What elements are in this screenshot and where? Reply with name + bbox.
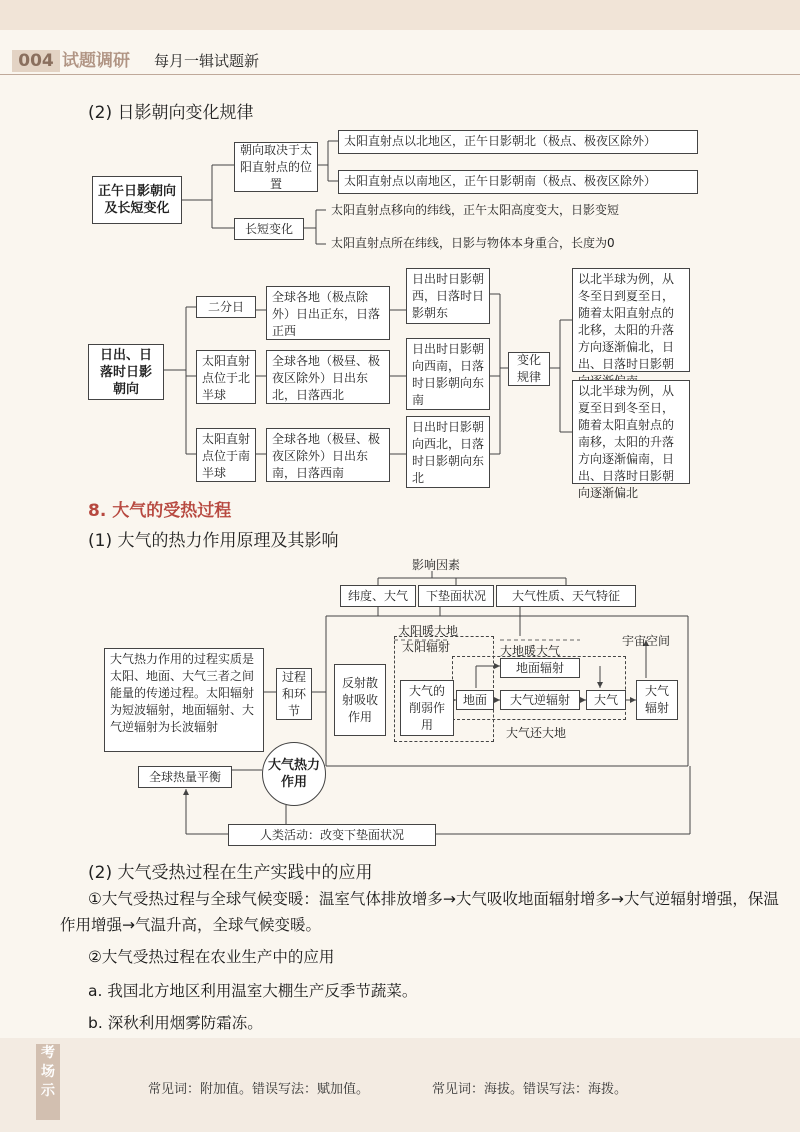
ground-radiation-box: 地面辐射: [500, 658, 580, 678]
ground-warms-label: 大地暖大气: [500, 644, 561, 658]
noon-north-box: 太阳直射点以北地区，正午日影朝北（极点、极夜区除外）: [338, 130, 698, 154]
slogan: 每月一辑试题新: [154, 52, 260, 70]
side-label-text: 考场示: [41, 1045, 55, 1099]
shadow-south-box: 日出时日影朝向西北，日落时日影朝向东北: [406, 416, 490, 488]
paragraph-3: a. 我国北方地区利用温室大棚生产反季节蔬菜。: [88, 982, 418, 1000]
returns-label: 大气还大地: [506, 726, 567, 740]
side-label: [36, 1044, 60, 1120]
factor-surface-box: 下垫面状况: [418, 585, 494, 607]
noon-direction-box: 朝向取决于太阳直射点的位置: [234, 142, 318, 192]
process-box: 过程和环节: [276, 668, 312, 720]
shadow-equinox-box: 日出时日影朝西，日落时日影朝东: [406, 268, 490, 324]
rule-summer-winter-box: 以北半球为例，从夏至日到冬至日，随着太阳直射点的南移，太阳的升落方向逐渐偏南，日出、日落时日影朝向逐渐偏北: [572, 380, 690, 484]
solar-radiation-label: 太阳辐射: [402, 640, 451, 654]
paragraph-2: ②大气受热过程在农业生产中的应用: [88, 948, 335, 966]
sun-warms-label: 太阳暖大地: [398, 624, 459, 638]
section8-sub1: (1) 大气的热力作用原理及其影响: [88, 531, 339, 551]
factor-latitude-box: 纬度、大气: [340, 585, 416, 607]
paragraph-4: b. 深秋利用烟雾防霜冻。: [88, 1014, 263, 1032]
section8-title: 8. 大气的受热过程: [88, 501, 232, 521]
space-label: 宇宙空间: [622, 634, 671, 648]
footnote-1: 常见词：附加值。错误写法：赋加值。: [148, 1082, 370, 1097]
noon-shorten-text: 太阳直射点移向的纬线，正午太阳高度变大，日影变短: [331, 203, 620, 217]
center-circle: 大气热力作用: [262, 742, 326, 806]
paragraph-1: ①大气受热过程与全球气候变暖：温室气体排放增多→大气吸收地面辐射增多→大气逆辐射增强，保温作用增强→气温升高，全球气候变暖。: [60, 890, 779, 934]
essence-box: 大气热力作用的过程实质是太阳、地面、大气三者之间能量的传递过程。太阳辐射为短波辐射，地面辐射、大气逆辐射为长波辐射: [104, 648, 264, 752]
part2-heading: (2) 日影朝向变化规律: [88, 103, 254, 123]
case-equinox-box: 二分日: [196, 296, 256, 318]
atmosphere-box: 大气: [586, 690, 626, 710]
shadow-north-box: 日出时日影朝向西南，日落时日影朝向东南: [406, 338, 490, 410]
factors-label: 影响因素: [412, 558, 461, 572]
factor-weather-box: 大气性质、天气特征: [496, 585, 636, 607]
footer-band: [0, 1038, 800, 1132]
rule-box: 变化规律: [508, 352, 550, 386]
noon-zero-text: 太阳直射点所在纬线，日影与物体本身重合，长度为0: [331, 236, 615, 250]
noon-south-box: 太阳直射点以南地区，正午日影朝南（极点、极夜区除外）: [338, 170, 698, 194]
ground-box: 地面: [456, 690, 494, 710]
case-south-box: 太阳直射点位于南半球: [196, 428, 256, 482]
noon-root-box: 正午日影朝向及长短变化: [92, 176, 182, 224]
rule-winter-summer-box: 以北半球为例，从冬至日到夏至日，随着太阳直射点的北移，太阳的升落方向逐渐偏北，日出、日落时日影朝: [572, 268, 690, 372]
desc-equinox-box: 全球各地（极点除外）日出正东，日落正西: [266, 286, 390, 340]
desc-south-box: 全球各地（极昼、极夜区除外）日出东南，日落西南: [266, 428, 390, 482]
section-tag: 试题调研: [62, 51, 130, 71]
atmosphere-radiation-box: 大气辐射: [636, 680, 678, 720]
sunrise-root-box: 日出、日落时日影朝向: [88, 344, 164, 400]
balance-box: 全球热量平衡: [138, 766, 232, 788]
counter-radiation-box: 大气逆辐射: [500, 690, 580, 710]
footnote-2: 常见词：海拔。错误写法：海拨。: [432, 1082, 628, 1097]
desc-north-box: 全球各地（极昼、极夜区除外）日出东北，日落西北: [266, 350, 390, 404]
case-north-box: 太阳直射点位于北半球: [196, 350, 256, 404]
effects-box: 反射散射吸收作用: [334, 664, 386, 736]
human-box: 人类活动：改变下垫面状况: [228, 824, 436, 846]
page-number: 004: [12, 50, 60, 72]
weaken-box: 大气的削弱作用: [400, 680, 454, 736]
section8-sub2: (2) 大气受热过程在生产实践中的应用: [88, 863, 373, 883]
noon-length-box: 长短变化: [234, 218, 304, 240]
